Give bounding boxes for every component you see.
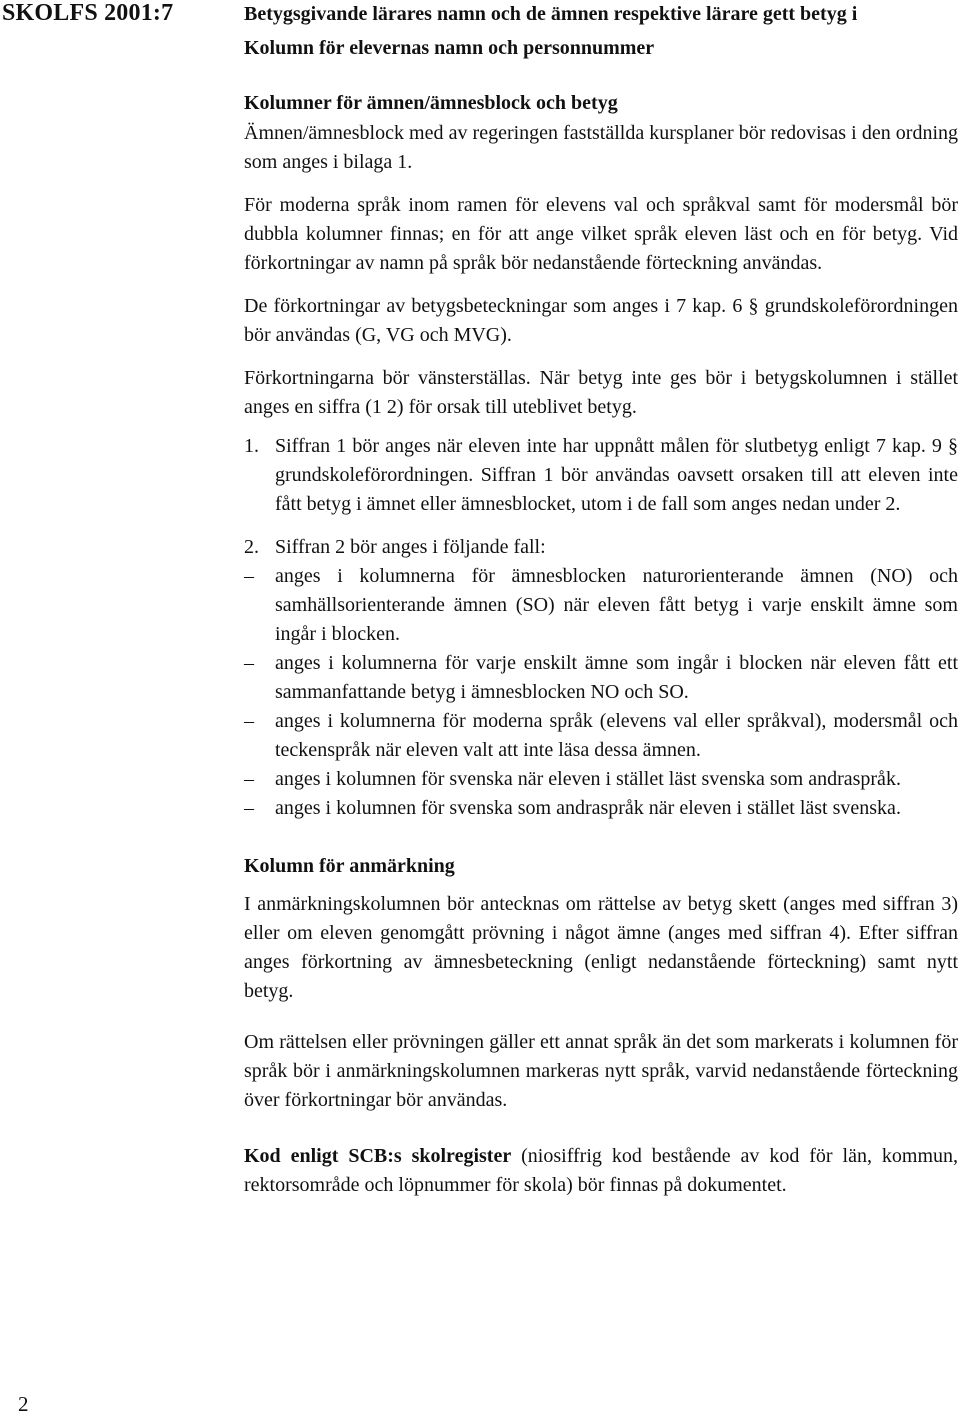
teachers-heading: Betygsgivande lärares namn och de ämnen respektive lärare gett betyg i <box>244 3 858 25</box>
dash-item-text: anges i kolumnen för svenska som andraspråk när eleven i stället läst svenska. <box>275 797 901 819</box>
dash-item-text: anges i kolumnerna för moderna språk (elevens val eller språkval), modersmål och teckenspråk när eleven valt att inte läsa dessa ämnen. <box>275 710 958 761</box>
numbered-item-text: Siffran 1 bör anges när eleven inte har uppnått målen för slutbetyg enligt 7 kap. 9 § grundskoleförordningen. Siffran 1 bör användas oavsett orsaken till att eleven inte fått betyg i ämnet eller ämnesblocket, utom i de fall som anges nedan under 2. <box>275 435 958 515</box>
numbered-item-marker: 1. <box>244 435 259 457</box>
subjects-heading: Kolumner för ämnen/ämnesblock och betyg <box>244 92 618 114</box>
dash-item-4 <box>244 765 958 794</box>
dash-marker: – <box>244 710 254 732</box>
subjects-paragraph-2: För moderna språk inom ramen för elevens val och språkval samt för modersmål bör dubbla kolumner finnas; en för att ange vilket språk eleven läst och en för betyg. Vid förkortningar av namn på språk bör nedanstående förteckning användas. <box>244 194 958 274</box>
subjects-paragraph-4: Förkortningarna bör vänsterställas. När betyg inte ges bör i betygskolumnen i stället anges en siffra (1 2) för orsak till uteblivet betyg. <box>244 367 958 418</box>
remark-paragraph-1: I anmärkningskolumnen bör antecknas om rättelse av betyg skett (anges med siffran 3) eller om eleven genomgått prövning i något ämne (anges med siffran 4). Efter siffran anges förkortning av ämnesbeteckning (enligt nedanstående förteckning) samt nytt betyg. <box>244 893 958 1002</box>
dash-item-1 <box>244 562 958 649</box>
dash-item-3 <box>244 707 958 765</box>
numbered-item-1 <box>244 432 958 519</box>
dash-item-text: anges i kolumnen för svenska när eleven i stället läst svenska som andraspråk. <box>275 768 901 790</box>
dash-item-text: anges i kolumnerna för varje enskilt ämne som ingår i blocken när eleven fått ett sammanfattande betyg i ämnesblocken NO och SO. <box>275 652 958 703</box>
subjects-paragraph-1: Ämnen/ämnesblock med av regeringen fastställda kursplaner bör redovisas i den ordning som anges i bilaga 1. <box>244 122 958 173</box>
dash-item-text: anges i kolumnerna för ämnesblocken naturorienterande ämnen (NO) och samhällsorienterande ämnen (SO) när eleven fått betyg i varje enskilt ämne som ingår i blocken. <box>275 565 958 645</box>
numbered-item-marker: 2. <box>244 536 259 558</box>
dash-marker: – <box>244 565 254 587</box>
students-heading: Kolumn för elevernas namn och personnummer <box>244 37 655 59</box>
dash-item-5 <box>244 794 958 823</box>
dash-marker: – <box>244 768 254 790</box>
subjects-paragraph-3: De förkortningar av betygsbeteckningar som anges i 7 kap. 6 § grundskoleförordningen bör användas (G, VG och MVG). <box>244 295 958 346</box>
dash-marker: – <box>244 797 254 819</box>
dash-marker: – <box>244 652 254 674</box>
remark-heading: Kolumn för anmärkning <box>244 855 455 877</box>
page-number: 2 <box>18 1392 29 1416</box>
scb-text: (niosiffrig kod bestående av kod för län, kommun, rektorsområde och löpnummer för skola) bör finnas på dokumentet. <box>244 1145 958 1196</box>
scb-paragraph <box>244 1142 958 1200</box>
numbered-item-2 <box>244 533 958 562</box>
remark-paragraph-2: Om rättelsen eller prövningen gäller ett annat språk än det som markerats i kolumnen för språk bör i anmärkningskolumnen markeras nytt språk, varvid nedanstående förteckning över förkortningar bör användas. <box>244 1031 958 1111</box>
document-id: SKOLFS 2001:7 <box>2 0 174 26</box>
dash-item-2 <box>244 649 958 707</box>
scb-heading: Kod enligt SCB:s skolregister <box>244 1145 512 1167</box>
numbered-item-text: Siffran 2 bör anges i följande fall: <box>275 536 546 558</box>
document-body <box>244 0 958 1200</box>
